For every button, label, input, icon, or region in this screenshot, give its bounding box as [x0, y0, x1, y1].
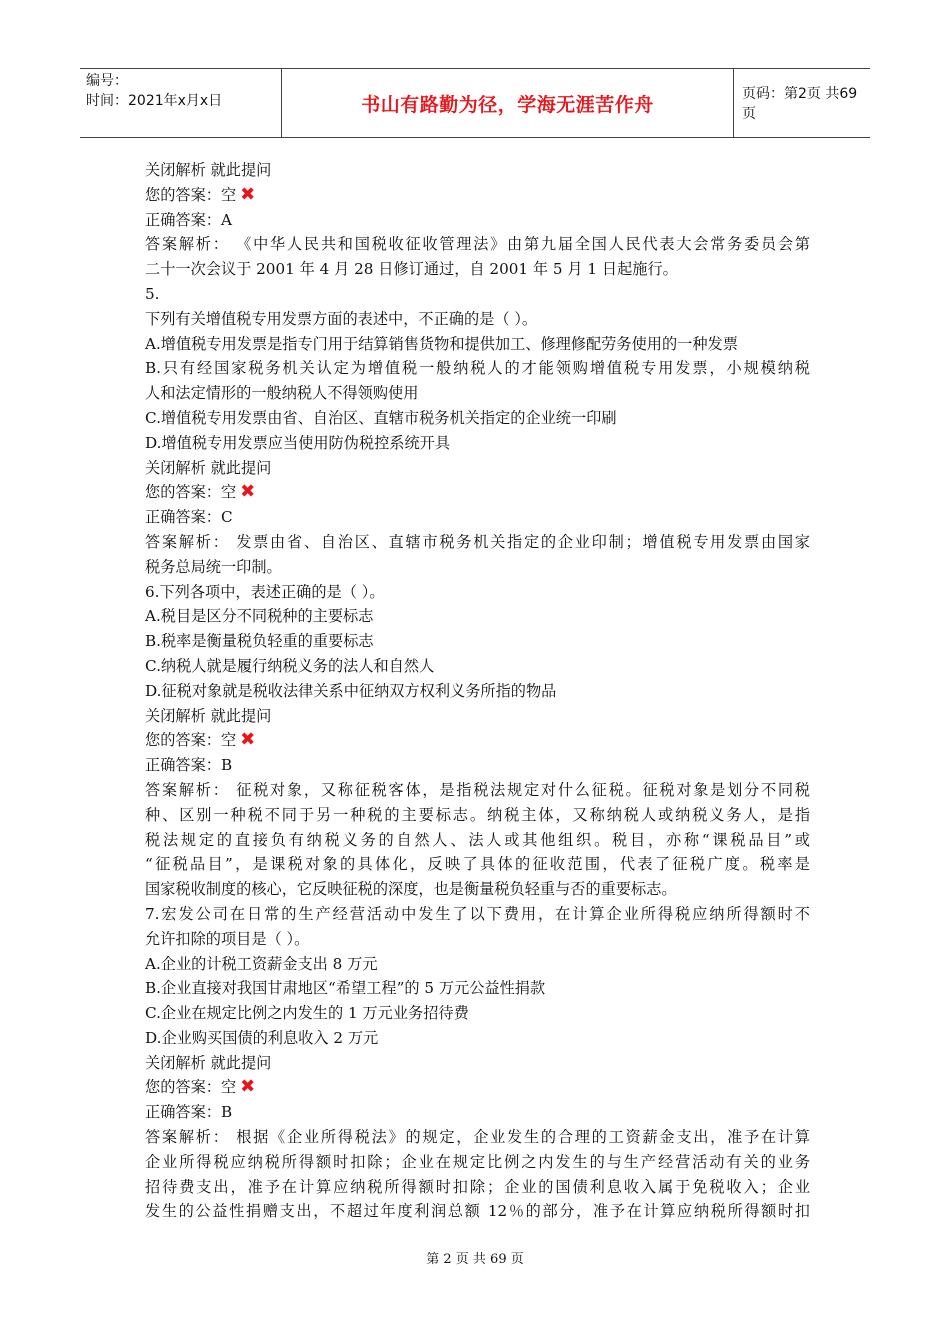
text-line — [145, 257, 810, 282]
text-line — [145, 1001, 810, 1026]
text-line — [145, 406, 810, 431]
wrong-answer-icon: ✖ — [240, 481, 256, 503]
line-text: B.只有经国家税务机关认定为增值税一般纳税人的才能领购增值税专用发票，小规模纳税 — [145, 359, 810, 378]
page-header — [80, 68, 870, 138]
line-text: 您的答案：空 — [145, 483, 237, 502]
header-motto: 书山有路勤为径，学海无涯苦作舟 — [361, 93, 654, 116]
line-text: 允许扣除的项目是（ ）。 — [145, 929, 310, 948]
line-text: 您的答案：空 — [145, 731, 237, 750]
text-line — [145, 307, 810, 332]
line-text: 正确答案：A — [145, 210, 232, 229]
line-text: 关闭解析 就此提问 — [145, 706, 272, 725]
line-text: A.增值税专用发票是指专门用于结算销售货物和提供加工、修理修配劳务使用的一种发票 — [145, 334, 738, 353]
text-line — [145, 927, 810, 952]
line-text: C.增值税专用发票由省、自治区、直辖市税务机关指定的企业统一印刷 — [145, 408, 617, 427]
line-text: A.企业的计税工资薪金支出 8 万元 — [145, 954, 378, 973]
line-text: 二十一次会议于 2001 年 4 月 28 日修订通过，自 2001 年 5 月 1 日起施行。 — [145, 260, 678, 279]
line-text: 正确答案：C — [145, 508, 233, 527]
header-motto-cell — [282, 69, 734, 137]
line-text: 人和法定情形的一般纳税人不得领购使用 — [145, 384, 419, 403]
text-line — [145, 555, 810, 580]
line-text: 企业所得税应纳税所得额时扣除；企业在规定比例之内发生的与生产经营活动有关的业务 — [145, 1152, 810, 1171]
line-text: 您的答案：空 — [145, 1078, 237, 1097]
line-text: 关闭解析 就此提问 — [145, 1053, 272, 1072]
text-line — [145, 456, 810, 481]
line-text: 您的答案：空 — [145, 185, 237, 204]
line-text: 关闭解析 就此提问 — [145, 161, 272, 179]
line-text: C.纳税人就是履行纳税义务的法人和自然人 — [145, 656, 435, 675]
line-text: 答案解析： 发票由省、自治区、直辖市税务机关指定的企业印制；增值税专用发票由国家 — [145, 532, 810, 551]
text-line — [145, 530, 810, 555]
document-date: 时间：2021年x月x日 — [86, 93, 223, 109]
text-line — [145, 679, 810, 704]
text-line — [145, 704, 810, 729]
line-text: D.征税对象就是税收法律关系中征纳双方权利义务所指的物品 — [145, 681, 557, 700]
text-line — [145, 629, 810, 654]
line-text: D.增值税专用发票应当使用防伪税控系统开具 — [145, 433, 451, 452]
header-page-number: 页码：第2页 共69页 — [742, 86, 858, 122]
line-text: “征税品目”，是课税对象的具体化，反映了具体的征收范围，代表了征税广度。税率是 — [145, 855, 810, 874]
text-line — [145, 1100, 810, 1125]
text-line — [145, 1026, 810, 1051]
line-text: 发生的公益性捐赠支出，不超过年度利润总额 12％的部分，准予在计算应纳税所得额时扣 — [145, 1202, 810, 1221]
text-line — [145, 803, 810, 828]
text-line — [145, 183, 810, 208]
text-line — [145, 1051, 810, 1076]
line-text: 答案解析： 根据《企业所得税法》的规定，企业发生的合理的工资薪金支出，准予在计算 — [145, 1128, 810, 1147]
text-line — [145, 852, 810, 877]
text-line — [145, 728, 810, 753]
text-line — [145, 580, 810, 605]
text-line — [145, 356, 810, 381]
text-line — [145, 1150, 810, 1175]
line-text: 正确答案：B — [145, 1103, 233, 1122]
line-text: 税法规定的直接负有纳税义务的自然人、法人或其他组织。税目，亦称“课税品目”或 — [145, 830, 810, 849]
text-line — [145, 381, 810, 406]
text-line — [145, 976, 810, 1001]
text-line — [145, 877, 810, 902]
text-line — [145, 332, 810, 357]
text-line — [145, 1075, 810, 1100]
text-line — [145, 505, 810, 530]
line-text: C.企业在规定比例之内发生的 1 万元业务招待费 — [145, 1004, 469, 1023]
line-text: 7.宏发公司在日常的生产经营活动中发生了以下费用，在计算企业所得税应纳所得额时不 — [145, 904, 810, 923]
line-text: B.税率是衡量税负轻重的重要标志 — [145, 632, 374, 651]
wrong-answer-icon: ✖ — [240, 729, 256, 751]
page-footer: 第 2 页 共 69 页 — [426, 1252, 524, 1267]
text-line — [145, 604, 810, 629]
text-line — [145, 654, 810, 679]
document-body — [145, 158, 810, 1224]
wrong-answer-icon: ✖ — [240, 183, 256, 205]
document-number: 编号： — [86, 73, 128, 89]
line-text: 下列有关增值税专用发票方面的表述中，不正确的是（ ）。 — [145, 309, 538, 328]
line-text: 5. — [145, 284, 160, 303]
text-line — [145, 208, 810, 233]
line-text: 正确答案：B — [145, 756, 233, 775]
line-text: 种、区别一种税不同于另一种税的主要标志。纳税主体，又称纳税人或纳税义务人，是指 — [145, 805, 810, 824]
text-line — [145, 952, 810, 977]
text-line — [145, 1175, 810, 1200]
line-text: 税务总局统一印制。 — [145, 557, 282, 576]
text-line — [145, 158, 810, 183]
line-text: 关闭解析 就此提问 — [145, 458, 272, 477]
wrong-answer-icon: ✖ — [240, 1076, 256, 1098]
text-line — [145, 778, 810, 803]
line-text: 6.下列各项中，表述正确的是（ ）。 — [145, 582, 385, 601]
line-text: 国家税收制度的核心，它反映征税的深度，也是衡量税负轻重与否的重要标志。 — [145, 880, 677, 899]
line-text: 招待费支出，准予在计算应纳税所得额时扣除；企业的国债利息收入属于免税收入；企业 — [145, 1177, 810, 1196]
line-text: A.税目是区分不同税种的主要标志 — [145, 607, 374, 626]
header-page-cell — [734, 69, 870, 137]
text-line — [145, 431, 810, 456]
text-line — [145, 753, 810, 778]
text-line — [145, 480, 810, 505]
text-line — [145, 828, 810, 853]
text-line — [145, 1199, 810, 1224]
text-line — [145, 232, 810, 257]
text-line — [145, 902, 810, 927]
text-line — [145, 282, 810, 307]
line-text: 答案解析： 征税对象，又称征税客体，是指税法规定对什么征税。征税对象是划分不同税 — [145, 780, 810, 799]
header-meta — [80, 69, 282, 137]
line-text: 答案解析： 《中华人民共和国税收征收管理法》由第九届全国人民代表大会常务委员会第 — [145, 235, 810, 254]
line-text: D.企业购买国债的利息收入 2 万元 — [145, 1028, 379, 1047]
text-line — [145, 1125, 810, 1150]
line-text: B.企业直接对我国甘肃地区“希望工程”的 5 万元公益性捐款 — [145, 979, 546, 998]
